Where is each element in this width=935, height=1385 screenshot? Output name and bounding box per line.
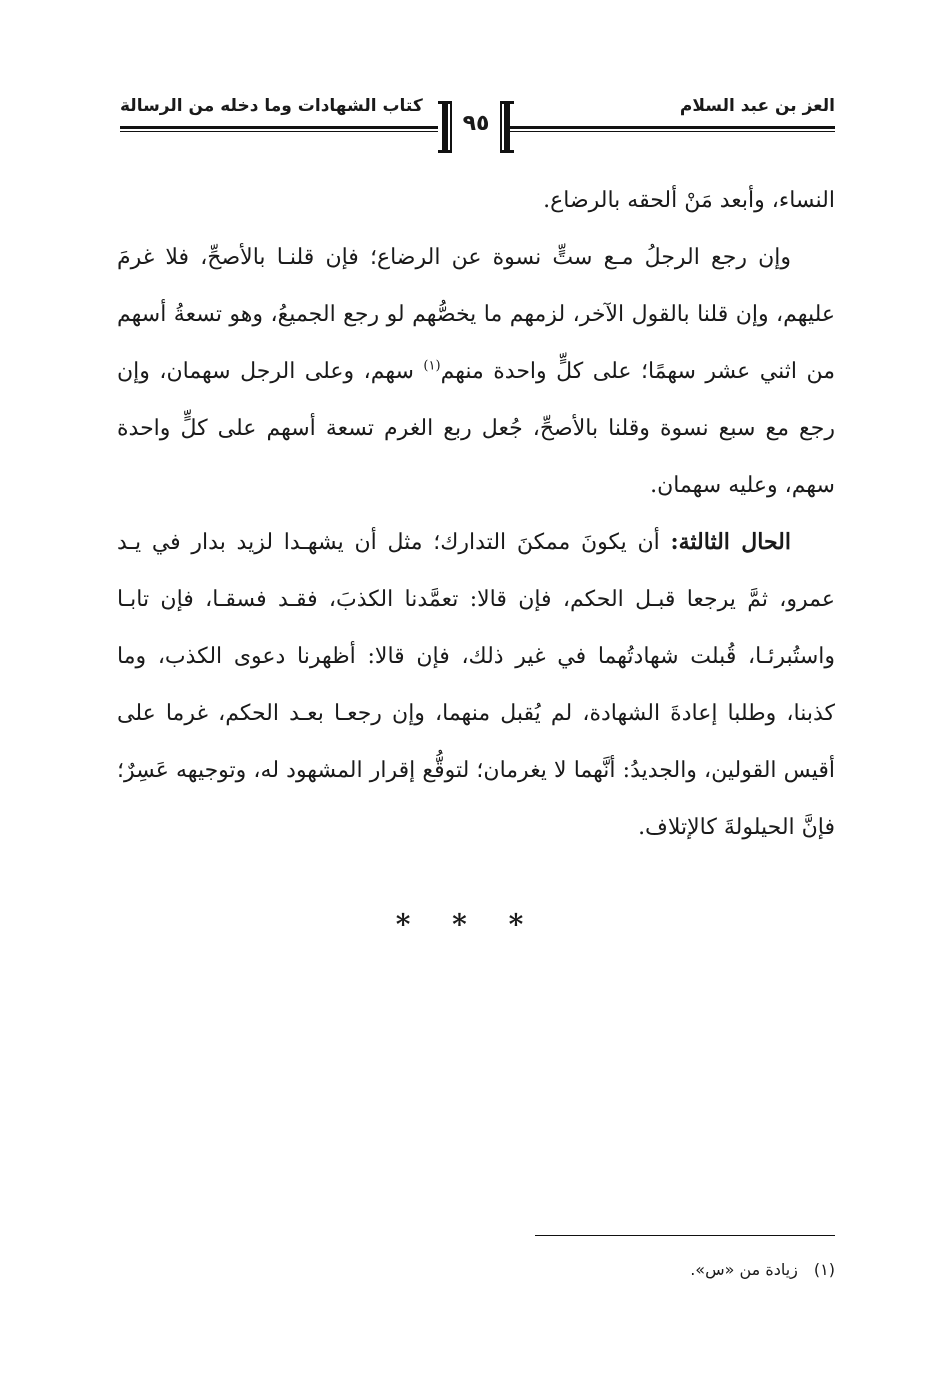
paragraph-2-part-b: سهم، وعلى الرجل سهمان، وإن رجع مع سبع نسوة وقلنا بالأصحِّ، جُعل ربع الغرم تسعة أسهم على كلٍّ واحدة سهم، وعليه سهمان.: [117, 359, 835, 498]
header-rule-right-thick: [507, 126, 835, 129]
section-separator: * * *: [395, 908, 540, 941]
footnote-reference[interactable]: (١): [423, 358, 441, 374]
paragraph-3: [117, 514, 835, 856]
page-number: ٩٥: [462, 111, 490, 136]
paragraph-1: النساء، وأبعد مَنْ ألحقه بالرضاع.: [543, 188, 835, 213]
section-heading-third-state: الحال الثالثة:: [670, 529, 791, 555]
chapter-running-header: كتاب الشهادات وما دخله من الرسالة: [120, 96, 423, 116]
main-text: [117, 172, 835, 856]
paragraph-3-text: أن يكونَ ممكنَ التدارك؛ مثل أن يشهـدا لزيد بدار في يـد عمرو، ثمَّ يرجعا قبـل الحكم، فإن قالا: تعمَّدنا الكذبَ، فقـد فسقـا، فإن تابـا واستُبرئـا، قُبلت شهادتُهما في غير ذلك، فإن قالا: أظهرنا دعوى الكذب، وما كذبنا، وطلبا إعادةَ الشهادة، لم يُقبل منهما، وإن رجعـا بعـد الحكم، غرما على أقيس القولين، والجديدُ: أنَّهما لا يغرمان؛ لتوقُّع إقرار المشهود له، وتوجيهه عَسِرٌ؛ فإنَّ الحيلولةَ كالإتلاف.: [117, 530, 835, 840]
paragraph-2-part-a: وإن رجع الرجلُ مـع ستٍّ نسوة عن الرضاع؛ فإن قلنـا بالأصحِّ، فلا غرمَ عليهم، وإن قلنا بالقول الآخر، لزمهم ما يخصُّهم لو رجع الجميعُ، وهو تسعةُ أسهم من اثني عشر سهمًا؛ على كلٍّ واحدة منهم: [117, 245, 835, 384]
page-number-frame: [436, 99, 516, 155]
footnote: [690, 1260, 835, 1279]
paragraph-2: [117, 229, 835, 514]
header-rule-left-thick: [120, 126, 438, 129]
author-running-header: العز بن عبد السلام: [679, 96, 835, 116]
footnote-rule: [535, 1235, 835, 1236]
footnote-number: (١): [813, 1260, 835, 1279]
header-rule-left-thin: [120, 131, 438, 132]
footnote-text: زيادة من «س».: [690, 1260, 798, 1279]
header-rule-right-thin: [507, 131, 835, 132]
